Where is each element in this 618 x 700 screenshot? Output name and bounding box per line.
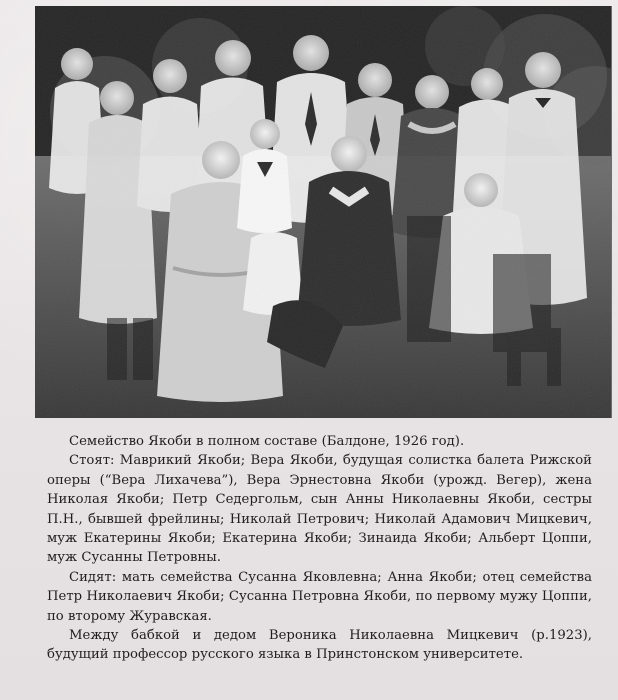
caption-between: Между бабкой и дедом Вероника Николаевна Мицкевич (р.1923), будущий профессор русского языка в Принстонском университете. (47, 628, 592, 663)
family-photo (35, 6, 612, 418)
caption-title: Семейство Якоби в полном составе (Балдоне, 1926 год). (69, 434, 465, 449)
caption-seated: Сидят: мать семейства Сусанна Яковлевна; Анна Якоби; отец семейства Петр Николаевич Якоби; Сусанна Петровна Якоби, по первому мужу Цоппи, по второму Журавская. (47, 569, 592, 624)
caption-standing: Стоят: Маврикий Якоби; Вера Якоби, будущая солистка балета Рижской оперы (“Вера Лихачева”), Вера Эрнестовна Якоби (урожд. Вегер), жена Николая Якоби; Петр Седергольм, сын Анны Николаевны Якоби, сестры П.Н., бывшей фрейлины; Николай Петрович; Николай Адамович Мицкевич, муж Екатерины Якоби; Екатерина Якоби; Зинаида Якоби; Альберт Цоппи, муж Сусанны Петровны. (47, 453, 592, 566)
photo-caption (47, 432, 592, 665)
photo-illustration (35, 6, 611, 418)
